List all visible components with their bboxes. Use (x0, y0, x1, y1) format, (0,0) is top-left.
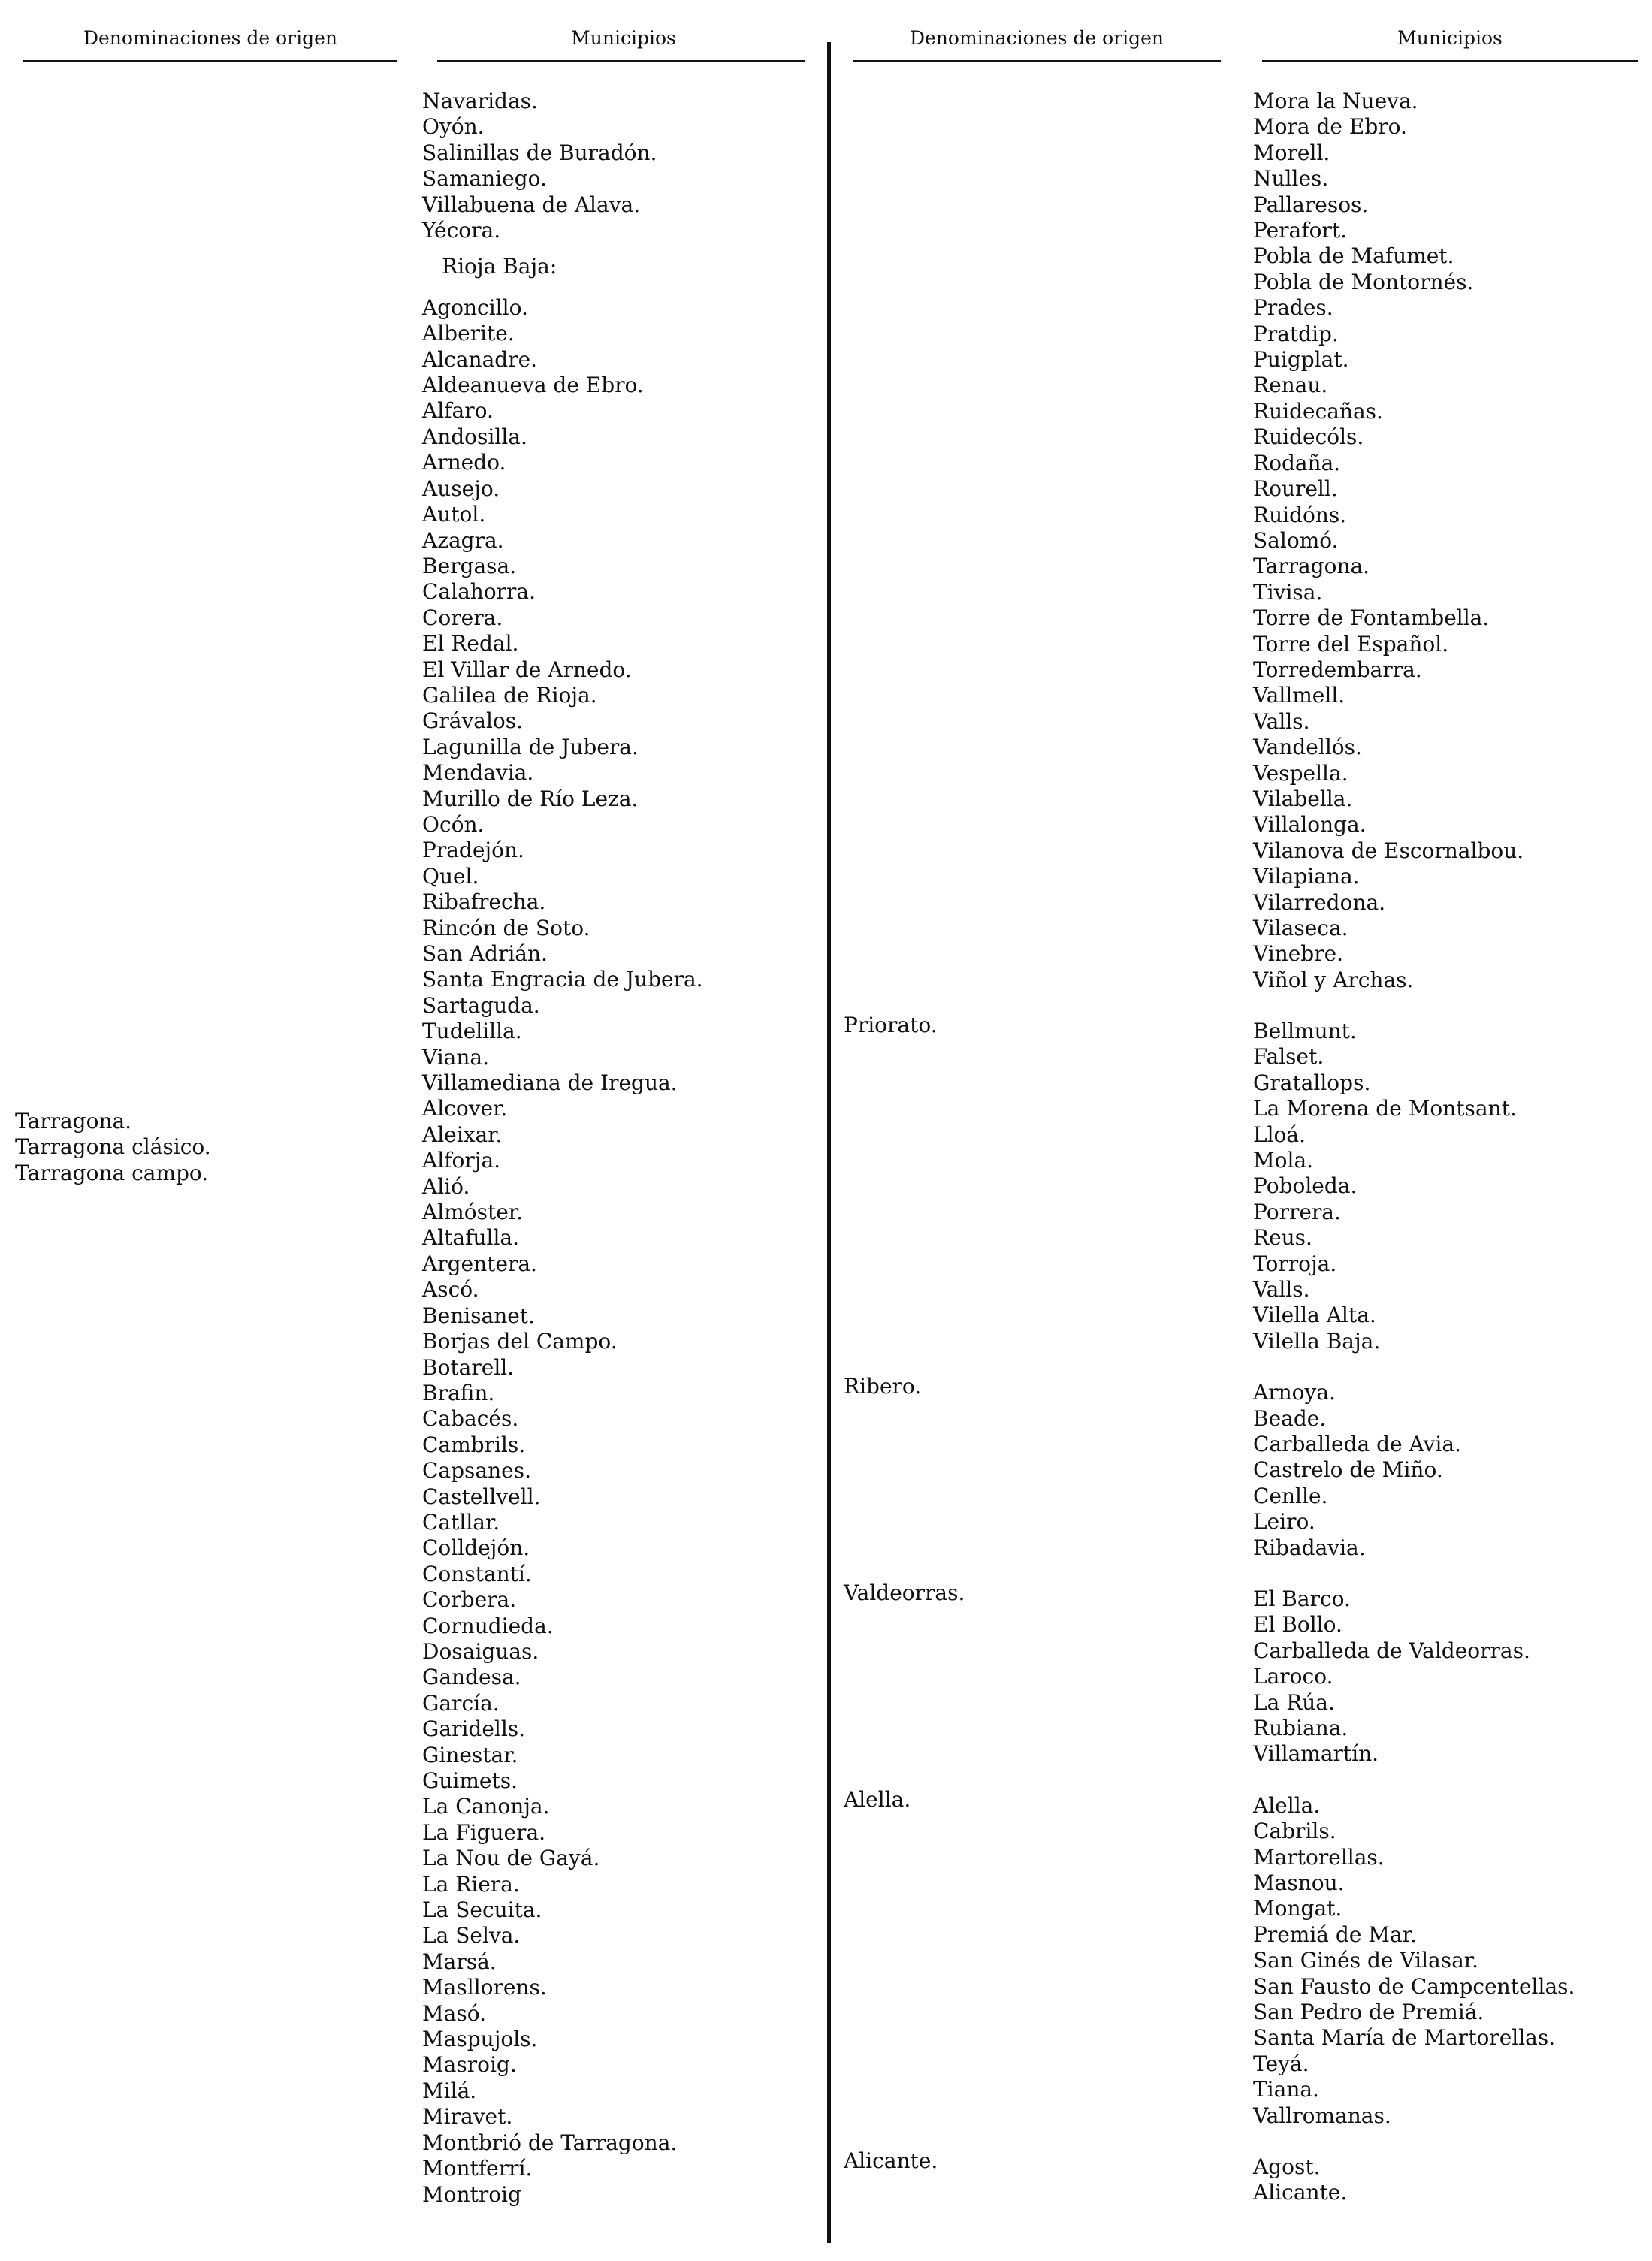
list-item: Navaridas. (422, 89, 538, 113)
list-item: Carballeda de Avia. (1253, 1432, 1461, 1457)
list-item: Bergasa. (422, 553, 517, 578)
list-item: Colldejón. (422, 1535, 530, 1561)
list-item: Premiá de Mar. (1253, 1921, 1417, 1947)
list-item: Alcover. (422, 1096, 508, 1121)
list-item: Catllar. (422, 1509, 500, 1535)
list-item: Mongat. (1253, 1896, 1342, 1921)
list-item: Alfaro. (422, 398, 494, 424)
list-item: Vespella. (1253, 760, 1348, 786)
list-item: Porrera. (1253, 1199, 1341, 1224)
list-item: Pratdip. (1253, 321, 1339, 346)
list-item: Salinillas de Buradón. (422, 140, 657, 165)
list-item: El Redal. (422, 631, 519, 657)
list-item: San Pedro de Premiá. (1253, 2000, 1484, 2025)
list-item: Alforja. (422, 1148, 501, 1173)
list-item: La Canonja. (422, 1794, 550, 1819)
list-item: Vilarredona. (1253, 889, 1386, 915)
list-item: Prades. (1253, 295, 1333, 321)
list-item: Torre del Español. (1253, 631, 1449, 657)
right-municipios-list (1253, 1586, 1530, 1767)
list-item: Villamartín. (1253, 1741, 1379, 1767)
list-item: Vilabella. (1253, 786, 1353, 811)
list-item: Montbrió de Tarragona. (422, 2130, 678, 2155)
list-item: Ribadavia. (1253, 1535, 1366, 1560)
subheading-rioja-baja: Rioja Baja: (442, 254, 557, 279)
list-item: Pobla de Mafumet. (1253, 243, 1454, 269)
list-item: Carballeda de Valdeorras. (1253, 1638, 1530, 1663)
list-item: Ocón. (422, 811, 485, 837)
list-item: Vandellós. (1253, 735, 1362, 760)
list-item: Corbera. (422, 1587, 517, 1613)
list-item: Cenlle. (1253, 1483, 1328, 1508)
list-item: Torre de Fontambella. (1253, 605, 1490, 631)
list-item: Almóster. (422, 1200, 523, 1225)
list-item: Borjas del Campo. (422, 1329, 618, 1354)
denomination-label: Alella. (844, 1786, 911, 1812)
right-municipios-list (1253, 1793, 1575, 2129)
header-denominaciones-left: Denominaciones de origen (83, 27, 338, 49)
list-item: Lloá. (1253, 1121, 1306, 1147)
list-item: Castellvell. (422, 1484, 541, 1509)
list-item: Renau. (1253, 373, 1328, 398)
list-item: Aldeanueva de Ebro. (422, 373, 644, 398)
list-item: Ausejo. (422, 475, 500, 501)
denomination-label: Ribero. (844, 1374, 922, 1399)
list-item: Milá. (422, 2078, 477, 2103)
list-item: Teyá. (1253, 2051, 1309, 2076)
left-denominations-list (15, 1109, 211, 1186)
list-item: Grávalos. (422, 708, 524, 734)
list-item: Mendavia. (422, 760, 534, 786)
list-item: Pallaresos. (1253, 192, 1369, 217)
list-item: Yécora. (422, 218, 501, 243)
list-item: Cambrils. (422, 1432, 526, 1457)
column-divider (827, 42, 831, 2243)
list-item: Dosaiguas. (422, 1638, 539, 1664)
list-item: Villabuena de Alava. (422, 192, 641, 217)
list-item: Villamediana de Iregua. (422, 1070, 678, 1096)
list-item: Azagra. (422, 527, 504, 553)
list-item: Ruidecóls. (1253, 424, 1364, 450)
list-item: Aleixar. (422, 1121, 503, 1147)
list-item: Leiro. (1253, 1509, 1315, 1535)
list-item: Rourell. (1253, 476, 1338, 502)
list-item: Tiana. (1253, 2077, 1319, 2103)
list-item: Garidells. (422, 1716, 526, 1742)
denomination-label: Priorato. (844, 1013, 938, 1037)
list-item: Montferrí. (422, 2156, 533, 2181)
left-municipios-list (422, 89, 703, 2208)
list-item: Tudelilla. (422, 1019, 522, 1044)
list-item: Rodaña. (1253, 450, 1341, 475)
list-item: Alió. (422, 1173, 470, 1199)
list-item: Pradejón. (422, 838, 524, 863)
list-item: Argentera. (422, 1251, 537, 1276)
list-item: Alicante. (1253, 2180, 1348, 2205)
list-item: Bellmunt. (1253, 1019, 1357, 1043)
list-item: Calahorra. (422, 579, 536, 605)
list-item: Viñol y Archas. (1253, 967, 1414, 992)
list-item: Ribafrecha. (422, 889, 546, 915)
list-item: Autol. (422, 502, 486, 527)
list-item: Marsá. (422, 1949, 497, 1974)
list-item: San Ginés de Vilasar. (1253, 1948, 1479, 1973)
list-item: Gandesa. (422, 1665, 521, 1690)
header-rule-right-denom (853, 60, 1221, 62)
list-item: Torroja. (1253, 1251, 1337, 1276)
list-item: La Rúa. (1253, 1689, 1335, 1715)
list-item: Vallromanas. (1253, 2103, 1391, 2128)
list-item: Beade. (1253, 1405, 1327, 1431)
header-municipios-left: Municipios (571, 27, 676, 49)
list-item: Laroco. (1253, 1664, 1333, 1689)
list-item: Masnou. (1253, 1870, 1345, 1896)
list-item: Tarragona. (15, 1109, 132, 1134)
list-item: La Morena de Montsant. (1253, 1096, 1517, 1121)
right-municipios-list (1253, 1019, 1517, 1354)
list-item: Tarragona campo. (15, 1160, 209, 1185)
list-item: Puigplat. (1253, 347, 1349, 373)
list-item: La Nou de Gayá. (422, 1846, 600, 1871)
list-item: Benisanet. (422, 1303, 535, 1328)
list-item: Torredembarra. (1253, 657, 1422, 682)
list-item: Andosilla. (422, 424, 527, 449)
list-item: Martorellas. (1253, 1844, 1385, 1870)
list-item: Lagunilla de Jubera. (422, 734, 639, 759)
list-item: Vilella Alta. (1253, 1303, 1376, 1328)
list-item: Vilapiana. (1253, 864, 1360, 889)
list-item: Valls. (1253, 708, 1310, 734)
list-item: Pobla de Montornés. (1253, 269, 1474, 294)
list-item: Vilanova de Escornalbou. (1253, 838, 1524, 863)
list-item: Falset. (1253, 1044, 1324, 1070)
list-item: La Figuera. (422, 1819, 546, 1845)
list-item: Capsanes. (422, 1458, 531, 1484)
list-item: Mora de Ebro. (1253, 114, 1407, 140)
list-item: Cabacés. (422, 1406, 519, 1432)
header-denominaciones-right: Denominaciones de origen (909, 27, 1164, 49)
list-item: Cabrils. (1253, 1819, 1336, 1844)
list-item: Agost. (1253, 2154, 1321, 2179)
header-rule-right-muni (1262, 60, 1638, 62)
list-item: Viana. (422, 1044, 490, 1070)
list-item: Rubiana. (1253, 1716, 1348, 1741)
list-item: Botarell. (422, 1354, 515, 1380)
list-item: Galilea de Rioja. (422, 682, 597, 708)
list-item: Cornudieda. (422, 1613, 554, 1638)
list-item: San Adrián. (422, 941, 548, 966)
list-item: Perafort. (1253, 218, 1347, 243)
list-item: Mola. (1253, 1148, 1314, 1173)
list-item: Castrelo de Miño. (1253, 1457, 1443, 1483)
list-item: Montroig (422, 2181, 521, 2207)
list-item: Poboleda. (1253, 1173, 1358, 1199)
list-item: La Riera. (422, 1871, 520, 1897)
list-item: Masllorens. (422, 1975, 547, 2000)
list-item: Guimets. (422, 1768, 518, 1793)
list-item: Rincón de Soto. (422, 915, 590, 940)
list-item: Arnoya. (1253, 1380, 1336, 1405)
list-item: Santa María de Martorellas. (1253, 2025, 1556, 2051)
list-item: Vinebre. (1253, 941, 1344, 967)
list-item: Maspujols. (422, 2027, 538, 2052)
list-item: García. (422, 1690, 500, 1716)
list-item: Arnedo. (422, 450, 506, 475)
list-item: El Barco. (1253, 1586, 1351, 1611)
list-item: Altafulla. (422, 1225, 520, 1251)
list-item: Vallmell. (1253, 683, 1345, 708)
list-item: Reus. (1253, 1225, 1312, 1251)
list-item: La Secuita. (422, 1897, 542, 1923)
list-item: El Villar de Arnedo. (422, 657, 632, 682)
list-item: Tivisa. (1253, 579, 1323, 605)
list-item: Corera. (422, 605, 503, 630)
list-item: Alcanadre. (422, 346, 538, 372)
list-item: Constantí. (422, 1561, 532, 1586)
denomination-label: Alicante. (844, 2148, 938, 2173)
list-item: Gratallops. (1253, 1070, 1371, 1095)
list-item: Brafin. (422, 1380, 495, 1405)
list-item: Mora la Nueva. (1253, 89, 1418, 113)
list-item: Salomó. (1253, 527, 1339, 553)
right-municipios-list (1253, 1380, 1461, 1561)
list-item: Santa Engracia de Jubera. (422, 967, 703, 992)
header-municipios-right: Municipios (1397, 27, 1503, 49)
list-item: Samaniego. (422, 166, 547, 192)
list-item: Oyón. (422, 114, 485, 140)
list-item: Alella. (1253, 1792, 1321, 1818)
list-item: Miravet. (422, 2104, 513, 2130)
list-item: Masroig. (422, 2052, 517, 2078)
denomination-label: Valdeorras. (844, 1580, 965, 1605)
list-item: Ruidóns. (1253, 502, 1347, 527)
list-item: Ginestar. (422, 1742, 518, 1767)
list-item: Valls. (1253, 1277, 1310, 1303)
list-item: Morell. (1253, 140, 1330, 165)
header-rule-left-denom (23, 60, 397, 62)
list-item: Sartaguda. (422, 992, 540, 1018)
list-item: La Selva. (422, 1923, 521, 1949)
list-item: El Bollo. (1253, 1612, 1342, 1638)
list-item: Vilella Baja. (1253, 1328, 1381, 1354)
list-item: Villalonga. (1253, 812, 1367, 838)
list-item: Vilaseca. (1253, 916, 1348, 940)
list-item: Murillo de Río Leza. (422, 786, 639, 811)
list-item: Ascó. (422, 1277, 479, 1303)
list-item: Masó. (422, 2000, 486, 2026)
right-municipios-list (1253, 89, 1524, 993)
list-item: Nulles. (1253, 166, 1329, 192)
list-item: Agoncillo. (422, 294, 528, 320)
list-item: Ruidecañas. (1253, 398, 1383, 424)
right-municipios-list (1253, 2154, 1347, 2206)
list-item: San Fausto de Campcentellas. (1253, 1973, 1575, 1999)
list-item: Alberite. (422, 321, 515, 346)
list-item: Tarragona clásico. (15, 1134, 211, 1160)
list-item: Quel. (422, 863, 479, 889)
header-rule-left-muni (437, 60, 805, 62)
list-item: Tarragona. (1253, 554, 1370, 579)
